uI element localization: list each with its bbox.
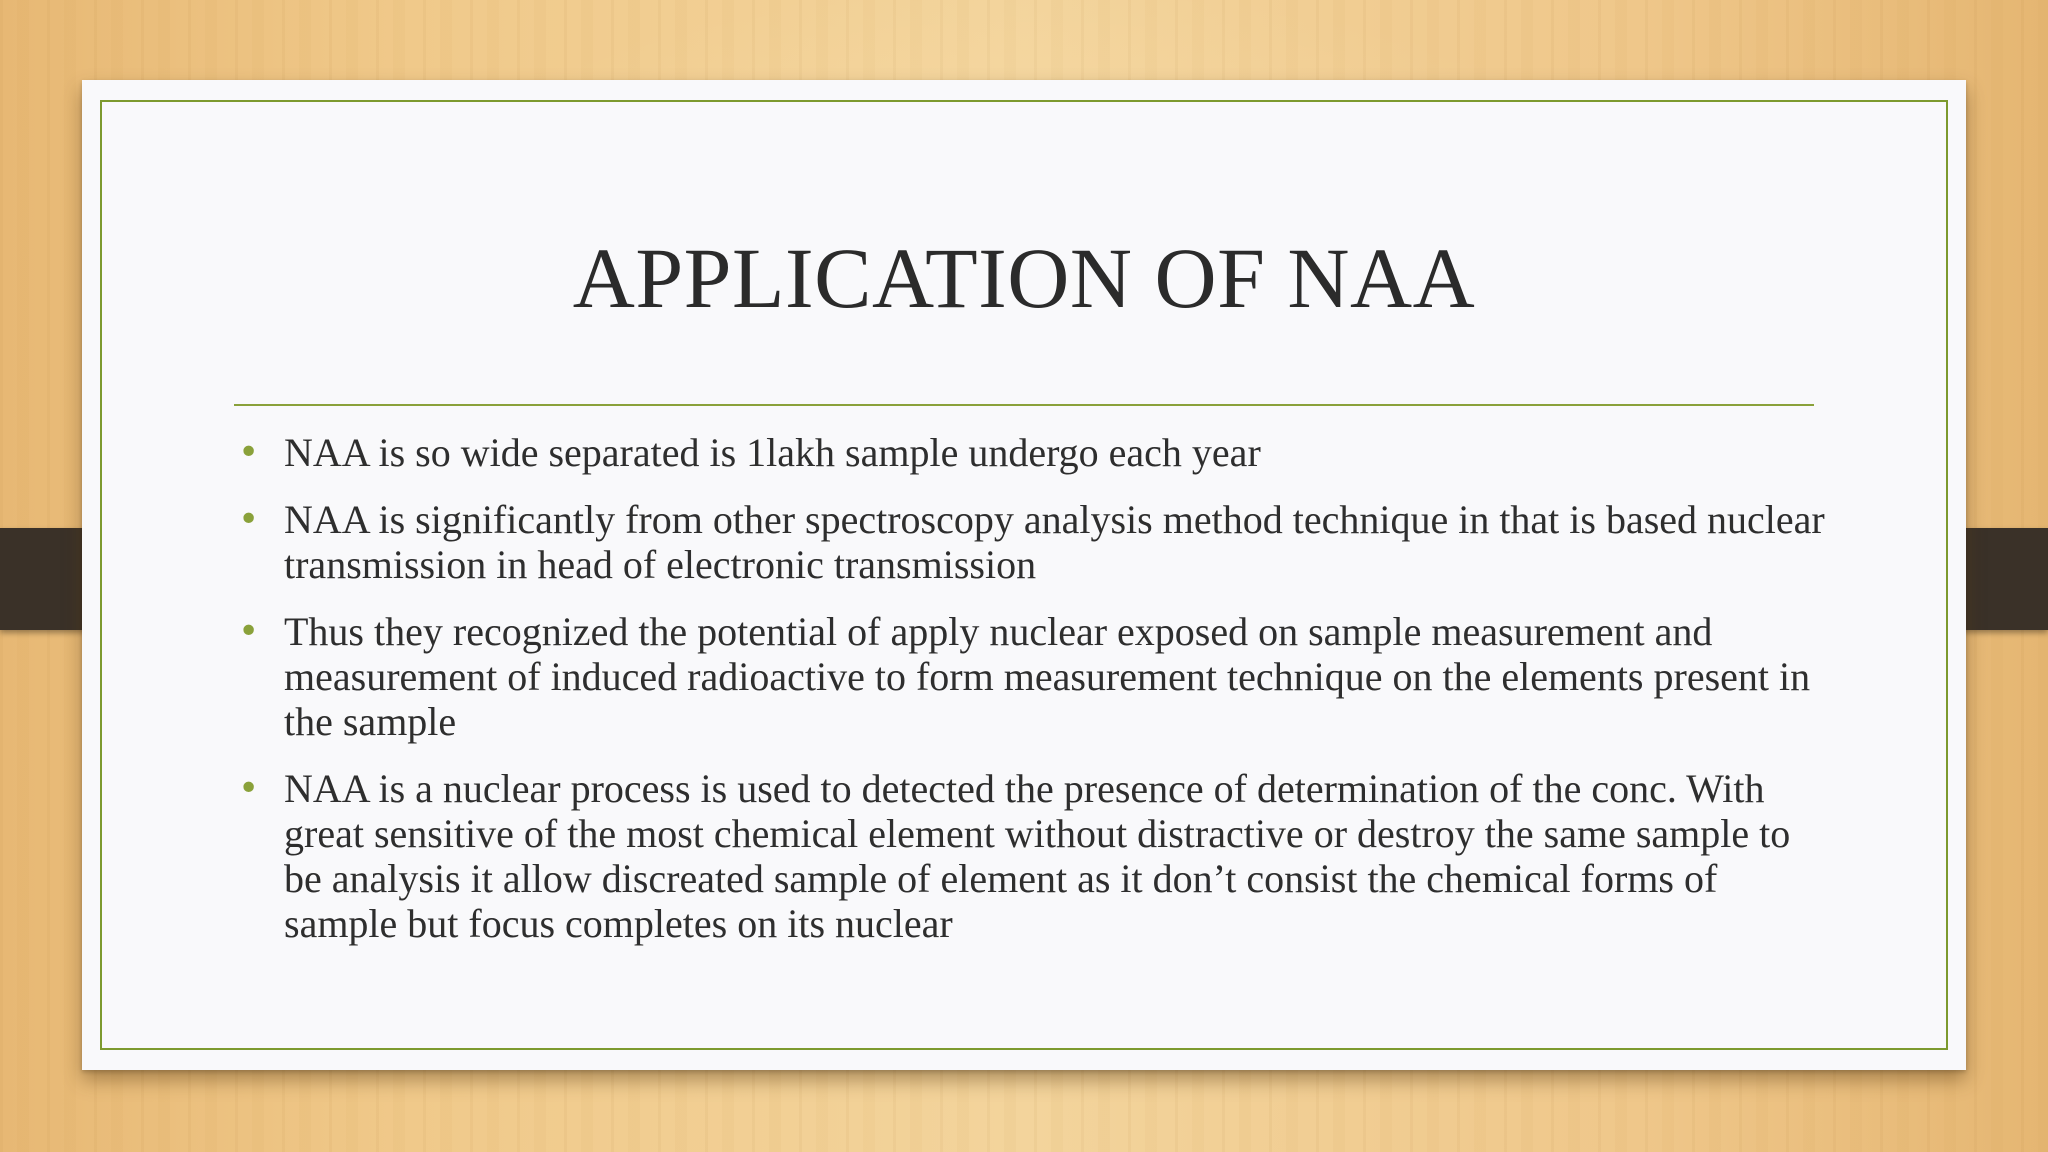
bullet-item (236, 766, 1826, 946)
bullet-item (236, 497, 1826, 587)
title-divider (234, 404, 1814, 406)
bullet-dot-icon: • (238, 432, 260, 473)
bullet-list (236, 430, 1826, 968)
bullet-text: NAA is a nuclear process is used to detected the presence of determination of the conc. With great sensitive of the most chemical element without distractive or destroy the same sample to be analysis it allow discreated sample of element as it don’t consist the chemical forms of sample but focus completes on its nuclear (284, 766, 1791, 946)
bullet-text: NAA is so wide separated is 1lakh sample undergo each year (284, 430, 1261, 475)
bullet-text: Thus they recognized the potential of apply nuclear exposed on sample measurement and measurement of induced radioactive to form measurement technique on the elements present in the sample (284, 609, 1811, 744)
bullet-dot-icon: • (238, 768, 260, 809)
slide-card (82, 80, 1966, 1070)
slide-title: APPLICATION OF NAA (572, 230, 1476, 326)
bullet-dot-icon: • (238, 499, 260, 540)
bullet-item (236, 609, 1826, 744)
bullet-dot-icon: • (238, 611, 260, 652)
bullet-item (236, 430, 1826, 475)
bullet-text: NAA is significantly from other spectroscopy analysis method technique in that is based nuclear transmission in head of electronic transmission (284, 497, 1825, 587)
